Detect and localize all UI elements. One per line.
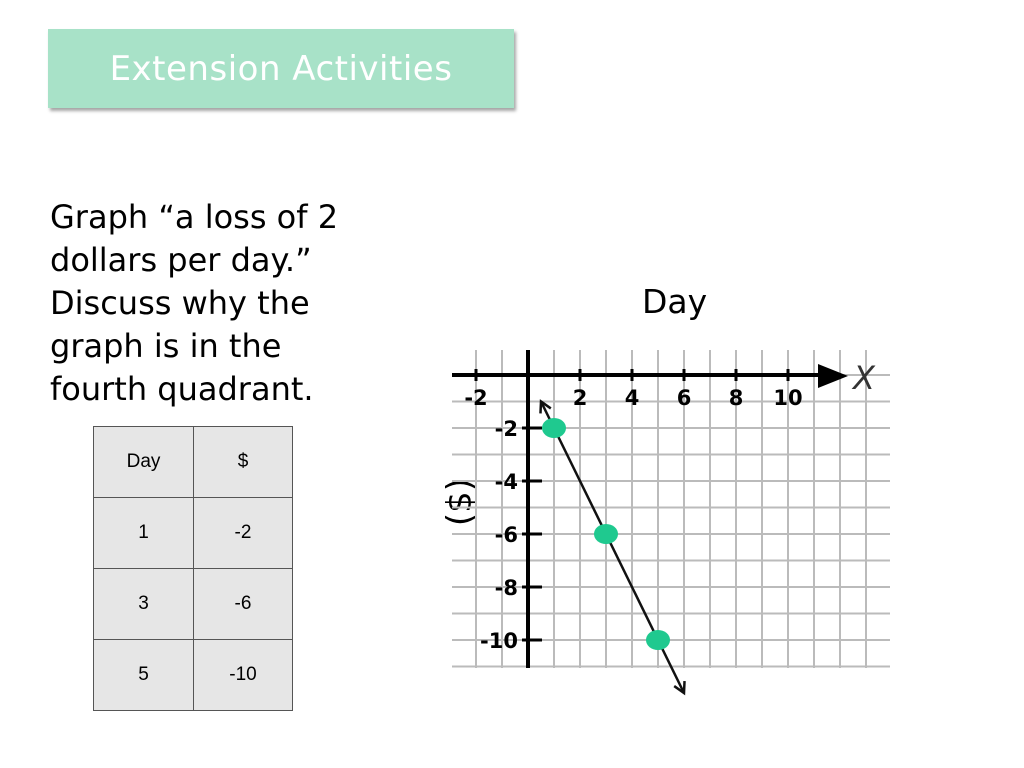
x-tick-label: 8 [728, 386, 744, 410]
prompt-line: graph is in the [50, 327, 282, 365]
x-tick-label: 2 [572, 386, 588, 410]
prompt-line: Discuss why the [50, 284, 310, 322]
x-tick-label: 4 [624, 386, 640, 410]
y-tick-label: -2 [494, 417, 518, 441]
table-cell: 1 [94, 498, 194, 569]
data-point [594, 524, 618, 544]
y-tick-label: -6 [494, 523, 518, 547]
y-axis-label: ($) [440, 477, 480, 527]
prompt-line: Graph “a loss of 2 [50, 198, 339, 236]
x-axis-name: X [853, 359, 875, 397]
prompt-line: dollars per day.” [50, 241, 312, 279]
grid-lines [452, 350, 890, 668]
table-cell: -10 [194, 640, 293, 711]
x-tick-label: -2 [464, 386, 488, 410]
table-cell: 3 [94, 569, 194, 640]
graph-title: Day [642, 282, 708, 321]
x-axis-arrowhead [818, 364, 848, 388]
x-tick-label: 6 [676, 386, 692, 410]
table-header-day: Day [94, 427, 194, 498]
y-tick-label: -10 [480, 629, 518, 653]
trend-line [540, 402, 684, 694]
table-header-dollar: $ [194, 427, 293, 498]
axes [452, 350, 876, 668]
y-tick-label: -8 [494, 576, 518, 600]
slide-title: Extension Activities [109, 48, 453, 89]
table-cell: -6 [194, 569, 293, 640]
table-cell: 5 [94, 640, 194, 711]
prompt-line: fourth quadrant. [50, 370, 314, 408]
x-tick-label: 10 [773, 386, 803, 410]
data-point [646, 630, 670, 650]
y-tick-label: -4 [494, 470, 518, 494]
data-point [542, 418, 566, 438]
trend-line-segment [541, 402, 684, 694]
table-cell: -2 [194, 498, 293, 569]
